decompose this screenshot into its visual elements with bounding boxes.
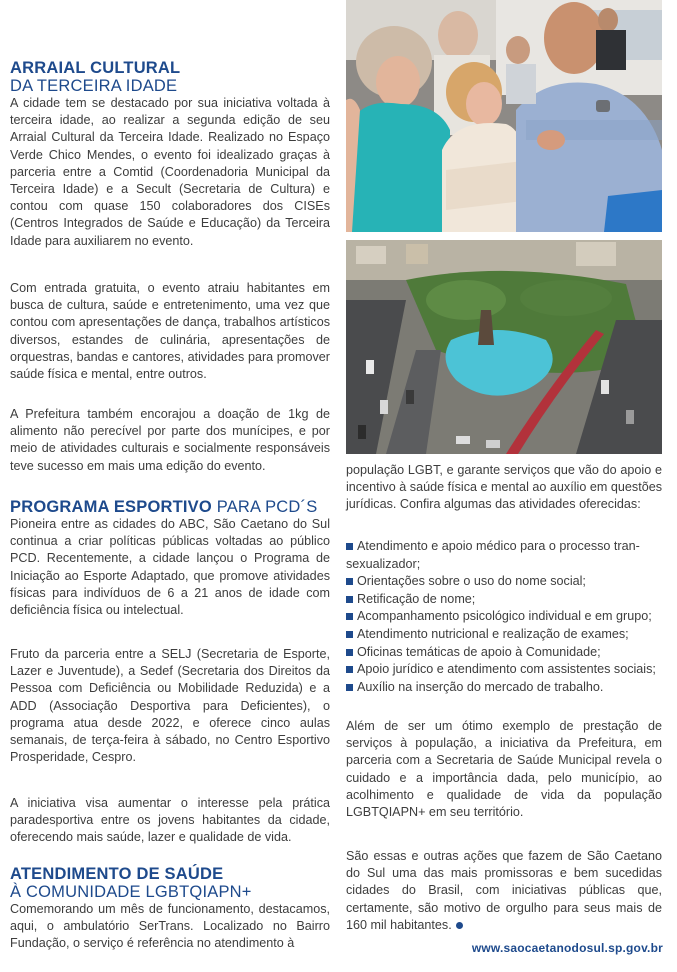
closing-paragraph-2: São essas e outras ações que fazem de São Caetano do Sul uma das mais promissoras e bem sucedidas cidades do Brasil, com iniciativas públicas que, certamente, são motivo de orgulho para seus mais de 160 mil habitantes. [346, 849, 662, 932]
esportivo-paragraph-3: A iniciativa visa aumentar o interesse pela prática paradesportiva entre os jovens habitantes da cidade, oferecendo mais saúde, lazer e qualidade de vida. [10, 796, 330, 845]
arraial-paragraph-1: A cidade tem se destacado por sua iniciativa voltada à terceira idade, ao realizar a segunda edição de seu Arraial Cultural da Terceira Idade. Realizado no Espaço Verde Chico Mendes, o evento foi idealizado graças à parceria entre a Comtid (Coordenadoria Municipal da Terceira Idade) e a Secult (Secretaria de Cultura) e contou com quase 150 colaboradores dos CISEs (Centros Integrados de Saúde e Educação) da Terceira Idade para auxiliarem no evento. [10, 96, 330, 248]
closing-paragraph-1: Além de ser um ótimo exemplo de prestação de serviços à população, a iniciativa da Prefeitura, em parceria com a Secretaria de Saúde Municipal revela o cuidado e a importância dada, pelo município, ao acolhimento e qualidade de vida da população LGBTQIAPN+ em seu território. [346, 719, 662, 820]
atendimento-paragraph-1: Comemorando um mês de funcionamento, destacamos, aqui, o ambulatório SerTrans. Localizado no Bairro Fundação, o serviço é referência no atendimento à [10, 902, 330, 951]
arraial-title-bold: ARRAIAL CULTURAL [10, 59, 181, 77]
atendimento-title-light: À COMUNIDADE LGBTQIAPN+ [10, 883, 252, 901]
arraial-title-light: DA TERCEIRA IDADE [10, 77, 178, 95]
arraial-paragraph-2: Com entrada gratuita, o evento atraiu habitantes em busca de cultura, saúde e entretenimento, uma vez que contou com apresentações de dança, trabalhos artísticos diversos, estandes de culinária, apresentações de orquestras, bandas e cantores, atividades para promover saúde física e mental, entre outros. [10, 281, 330, 382]
aerial-city-photo [346, 240, 662, 454]
esportivo-title [10, 498, 330, 516]
esportivo-title-bold: PROGRAMA ESPORTIVO [10, 498, 212, 516]
arraial-section [10, 59, 330, 250]
list-item: Atendimento e apoio médico para o processo tran- [346, 538, 662, 556]
list-item: Atendimento nutricional e realização de exames; [346, 626, 662, 644]
atendimento-section [10, 865, 330, 953]
list-item: sexualizador; [346, 556, 421, 571]
event-photo-elderly [346, 0, 662, 232]
continuation-paragraph: população LGBT, e garante serviços que vão do apoio e incentivo à saúde física e mental ao auxílio em questões jurídicas. Confira algumas das atividades oferecidas: [346, 463, 662, 512]
footer-url[interactable]: www.saocaetanodosul.sp.gov.br [471, 941, 663, 955]
list-item: Orientações sobre o uso do nome social; [346, 573, 662, 591]
list-item: Auxílio na inserção do mercado de trabalho. [346, 679, 662, 697]
esportivo-paragraph-2: Fruto da parceria entre a SELJ (Secretaria de Esporte, Lazer e Juventude), a Sedef (Secretaria dos Direitos da Pessoa com Deficiência ou Mobilidade Reduzida) e a ADD (Associação Desportiva para Deficientes), o programa atua desde 2022, e oferece cinco aulas semanais, de terça-feira à sábado, no Centro Esportivo Prosperidade, Cespro. [10, 647, 330, 765]
list-item: Oficinas temáticas de apoio à Comunidade; [346, 644, 662, 662]
list-item: Acompanhamento psicológico individual e em grupo; [346, 608, 662, 626]
activities-list [346, 538, 662, 696]
list-item: Retificação de nome; [346, 591, 662, 609]
list-item: Apoio jurídico e atendimento com assistentes sociais; [346, 661, 662, 679]
esportivo-title-light: PARA PCD´S [211, 498, 318, 516]
esportivo-section [10, 498, 330, 619]
atendimento-title-bold: ATENDIMENTO DE SAÚDE [10, 865, 224, 883]
arraial-paragraph-3: A Prefeitura também encorajou a doação de 1kg de alimento não perecível por parte dos munícipes, e por meio de atividades culturais e socialmente responsáveis teve sucesso em mais uma edição do evento. [10, 407, 330, 473]
arraial-title [10, 59, 330, 95]
end-mark-icon [456, 922, 463, 929]
esportivo-paragraph-1: Pioneira entre as cidades do ABC, São Caetano do Sul continua a criar políticas públicas voltadas ao público PCD. Recentemente, a cidade lançou o Programa de Iniciação ao Esporte Adaptado, que promove atividades físicas para indivíduos de 6 a 21 anos de idade com deficiência física ou intelectual. [10, 517, 330, 618]
atendimento-title [10, 865, 330, 901]
